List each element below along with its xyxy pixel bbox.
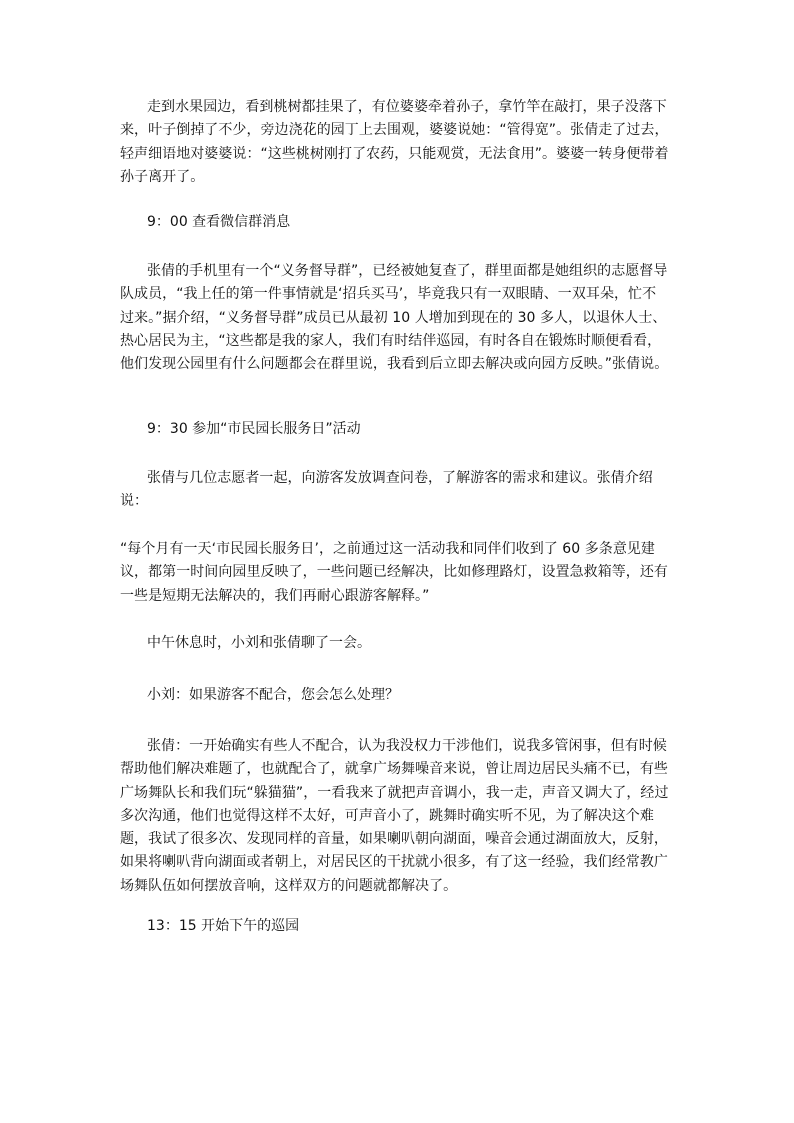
section-heading-0900: 9：00 查看微信群消息 [147, 214, 291, 230]
paragraph-fruit-garden: 走到水果园边，看到桃树都挂果了，有位婆婆牵着孙子，拿竹竿在敲打，果子没落下来，叶子倒掉了不少，旁边浇花的园丁上去围观，婆婆说她：“管得宽”。张倩走了过去，轻声细语地对婆婆说：“这些桃树刚打了农药，只能观赏，无法食用”。婆婆一转身便带着孙子离开了。 [120, 99, 669, 185]
paragraph-answer: 张倩：一开始确实有些人不配合，认为我没权力干涉他们，说我多管闲事，但有时候帮助他们解决难题了，也就配合了，就拿广场舞噪音来说，曾让周边居民头痛不已，有些广场舞队长和我们玩“躲猫猫”，一看我来了就把声音调小，我一走，声音又调大了，经过多次沟通，他们也觉得这样不太好，可声音小了，跳舞时确实听不见，为了解决这个难题，我试了很多次、发现同样的音量，如果喇叭朝向湖面，噪音会通过湖面放大，反射，如果将喇叭背向湖面或者朝上，对居民区的干扰就小很多，有了这一经验，我们经常教广场舞队伍如何摆放音响，这样双方的问题就都解决了。 [120, 738, 669, 894]
paragraph-survey: 张倩与几位志愿者一起，向游客发放调查问卷，了解游客的需求和建议。张倩介绍说： [120, 470, 653, 510]
paragraph-quote-service-day: “每个月有一天‘市民园长服务日’，之前通过这一活动我和同伴们收到了 60 多条意见建议，都第一时间向园里反映了，一些问题已经解决，比如修理路灯，设置急救箱等，还有一些是短期无法解决的，我们再耐心跟游客解释。” [120, 541, 668, 604]
section-heading-0930: 9：30 参加“市民园长服务日”活动 [147, 421, 361, 437]
section-heading-1315: 13：15 开始下午的巡园 [147, 918, 300, 934]
paragraph-lunch-break: 中午休息时，小刘和张倩聊了一会。 [147, 635, 371, 651]
paragraph-wechat-group: 张倩的手机里有一个“义务督导群”，已经被她复查了，群里面都是她组织的志愿督导队成员，“我上任的第一件事情就是‘招兵买马’，毕竟我只有一双眼睛、一双耳朵，忙不过来。”据介绍，“义务督导群”成员已从最初 10 人增加到现在的 30 多人，以退休人士、热心居民为主，“这些都是我的家人，我们有时结伴巡园，有时各自在锻炼时顺便看看，他们发现公园里有什么问题都会在群里说，我看到后立即去解决或向园方反映。”张倩说。 [120, 263, 669, 373]
paragraph-question: 小刘：如果游客不配合，您会怎么处理？ [147, 687, 399, 703]
